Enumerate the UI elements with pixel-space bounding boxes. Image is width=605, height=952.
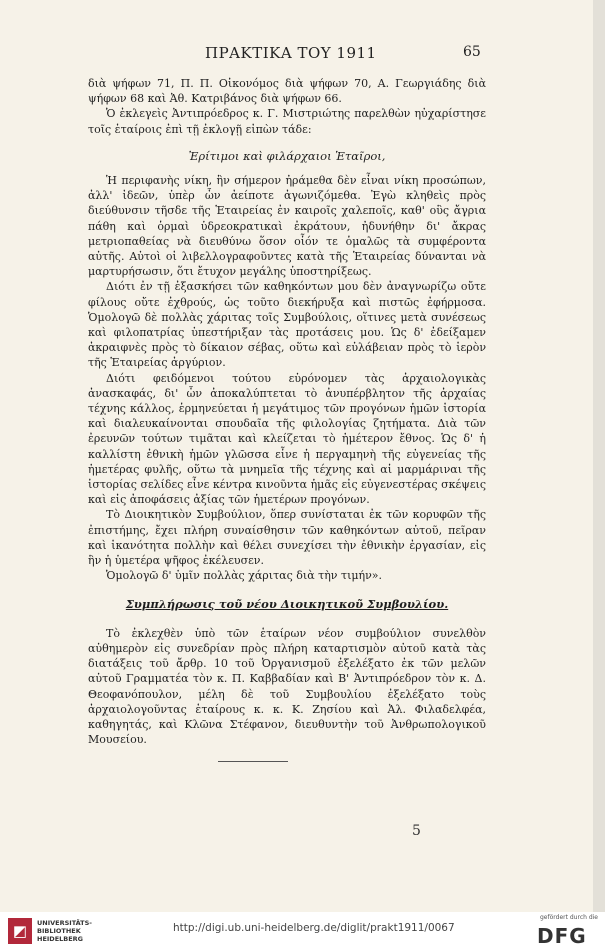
section-heading: Συμπλήρωσις τοῦ νέου Διοικητικοῦ Συμβουλίου. [125, 596, 449, 611]
permalink-url[interactable]: http://digi.ub.uni-heidelberg.de/diglit/prakt1911/0067 [173, 922, 455, 934]
paragraph: Ἡ περιφανὴς νίκη, ἣν σήμερον ἠράμεθα δὲν εἶναι νίκη προσώπων, ἀλλ' ἰδεῶν, ὑπὲρ ὧν ἀείποτε ἀγωνιζόμεθα. Ἐγὼ κληθεὶς πρὸς διεύθυνσιν τῆσδε τῆς Ἑταιρείας ἐν καιροῖς χαλεποῖς, καθ' οὓς ἄγρια πάθη καὶ ὁρμαὶ ὑδρεοκρατικαὶ ἐκράτουν, ἠδυνήθην δι' ἄκρας μετριοπαθείας νὰ διευθύνω ὅσον οἷόν τε ὁμαλῶς τὰ συμφέροντα αὐτῆς. Αὐτοὶ οἱ λιβελλογραφοῦντες κατὰ τῆς Ἑταιρείας δύνανται νὰ μαρτυρήσωσιν, ὅτι ἔτυχον μεγάλης ὑποστηρίξεως. [88, 174, 486, 279]
paragraph: Τὸ ἐκλεχθὲν ὑπὸ τῶν ἑταίρων νέον συμβούλιον συνελθὸν αὐθημερὸν εἰς συνεδρίαν πρὸς πλήρη καταρτισμὸν αὐτοῦ κατὰ τὰς διατάξεις τοῦ ἄρθρ. 10 τοῦ Ὀργανισμοῦ ἐξελέξατο ἐκ τῶν μελῶν αὐτοῦ Γραμματέα τὸν κ. Π. Καββαδίαν καὶ Β' Ἀντιπρόεδρον τὸν κ. Δ. Θεοφανόπουλον, μέλη δὲ τοῦ Συμβουλίου ἐξελέξατο τοὺς ἀρχαιολογοῦντας ἑταίρους κ. κ. Κ. Ζησίου καὶ Ἀλ. Φιλαδελφέα, καθηγητάς, καὶ Κλῶνα Στέφανον, διευθυντὴν τοῦ Ἀνθρωπολογικοῦ Μουσείου. [88, 626, 486, 747]
speech-salutation: Ἐρίτιμοι καὶ φιλάρχαιοι Ἑταῖροι, [188, 148, 386, 163]
paragraph: Ὁμολογῶ δ' ὑμῖν πολλὰς χάριτας διὰ τὴν τιμήν». [106, 569, 383, 583]
paragraph: Διότι φειδόμενοι τούτου εὑρόνομεν τὰς ἀρχαιολογικὰς ἀνασκαφάς, δι' ὧν ἀποκαλύπτεται τὸ ἀνυπέρβλητον τῆς ἀρχαίας τέχνης κάλλος, ἑρμηνεύεται ἡ μεγάτιμος τῶν προγόνων ἡμῶν ἱστορία καὶ διαλευκαίνονται σπουδαῖα τῆς φιλολογίας ζητήματα. Διὰ τῶν ἐρευνῶν τούτων τιμᾶται καὶ κλείζεται τὸ ἡμέτερον ἔθνος. Ὡς δ' ἡ καλλίστη ἐθνικὴ ἡμῶν γλῶσσα εἶνε ἡ περγαμηνὴ τῆς εὐγενείας τῆς ἡμετέρας φυλῆς, οὕτω τὰ μνημεῖα τῆς τέχνης καὶ αἱ μαρμάριναι τῆς ἱστορίας σελίδες εἶνε κέντρα κινοῦντα ἡμᾶς εἰς εὐγενεστέρας σκέψεις καὶ εἰς ἀποφάσεις ἀξίας τῶν ἡμετέρων προγόνων. [88, 371, 486, 507]
running-title: ΠΡΑΚΤΙΚΑ ΤΟΥ 1911 [205, 44, 377, 62]
paragraph: διὰ ψήφων 71, Π. Π. Οἰκονόμος διὰ ψήφων 70, Α. Γεωργιάδης διὰ ψήφων 68 καὶ Ἀθ. Κατριβάνος διὰ ψήφων 66. [88, 77, 486, 106]
paragraph: Διότι ἐν τῇ ἐξασκήσει τῶν καθηκόντων μου δὲν ἀναγνωρίζω οὔτε φίλους οὔτε ἐχθρούς, ὡς τοῦτο διεκήρυξα καὶ πιστῶς ἐφήρμοσα. Ὁμολογῶ δὲ πολλὰς χάριτας τοῖς Συμβούλοις, οἵτινες μετὰ συνέσεως καὶ φιλοπατρίας ὑπεστήριξαν τὰς προτάσεις μου. Ὡς δ' ἐδείξαμεν ἀκραιφνὲς πρὸς τὸ δίκαιον σέβας, οὕτω καὶ εὐλάβειαν πρὸς τὸ ἱερὸν τῆς Ἑταιρείας ἀργύριον. [88, 280, 486, 370]
body-text [88, 76, 486, 747]
paragraph: Τὸ Διοικητικὸν Συμβούλιον, ὅπερ συνίσταται ἐκ τῶν κορυφῶν τῆς ἐπιστήμης, ἔχει πλήρη συναίσθησιν τῶν καθηκόντων αὐτοῦ, πεῖραν καὶ ἱκανότητα πολλὴν καὶ θέλει συνεχίσει τὴν ἐθνικὴν ἐργασίαν, εἰς ἣν ἡ ὑμετέρα ψῆφος ἐκέλευσεν. [88, 508, 486, 568]
library-name-line: BIBLIOTHEK [37, 927, 81, 935]
signature-mark: 5 [412, 823, 421, 839]
dfg-logo: DFG [537, 924, 587, 948]
running-head [0, 44, 593, 64]
digitization-footer [0, 912, 605, 952]
scan-edge [593, 0, 605, 912]
page-number: 65 [463, 44, 481, 60]
library-emblem-icon: ◩ [12, 922, 28, 940]
library-name [37, 919, 92, 943]
university-library-logo-icon [8, 918, 32, 944]
sponsor-label: gefördert durch die [540, 914, 598, 921]
library-name-line: UNIVERSITÄTS- [37, 919, 92, 927]
paragraph: Ὁ ἐκλεγεὶς Ἀντιπρόεδρος κ. Γ. Μιστριώτης παρελθὼν ηὐχαρίστησε τοῖς ἑταίροις ἐπὶ τῇ ἐκλογῇ εἰπὼν τάδε: [88, 107, 486, 136]
closing-rule [218, 761, 288, 762]
library-name-line: HEIDELBERG [37, 935, 84, 943]
